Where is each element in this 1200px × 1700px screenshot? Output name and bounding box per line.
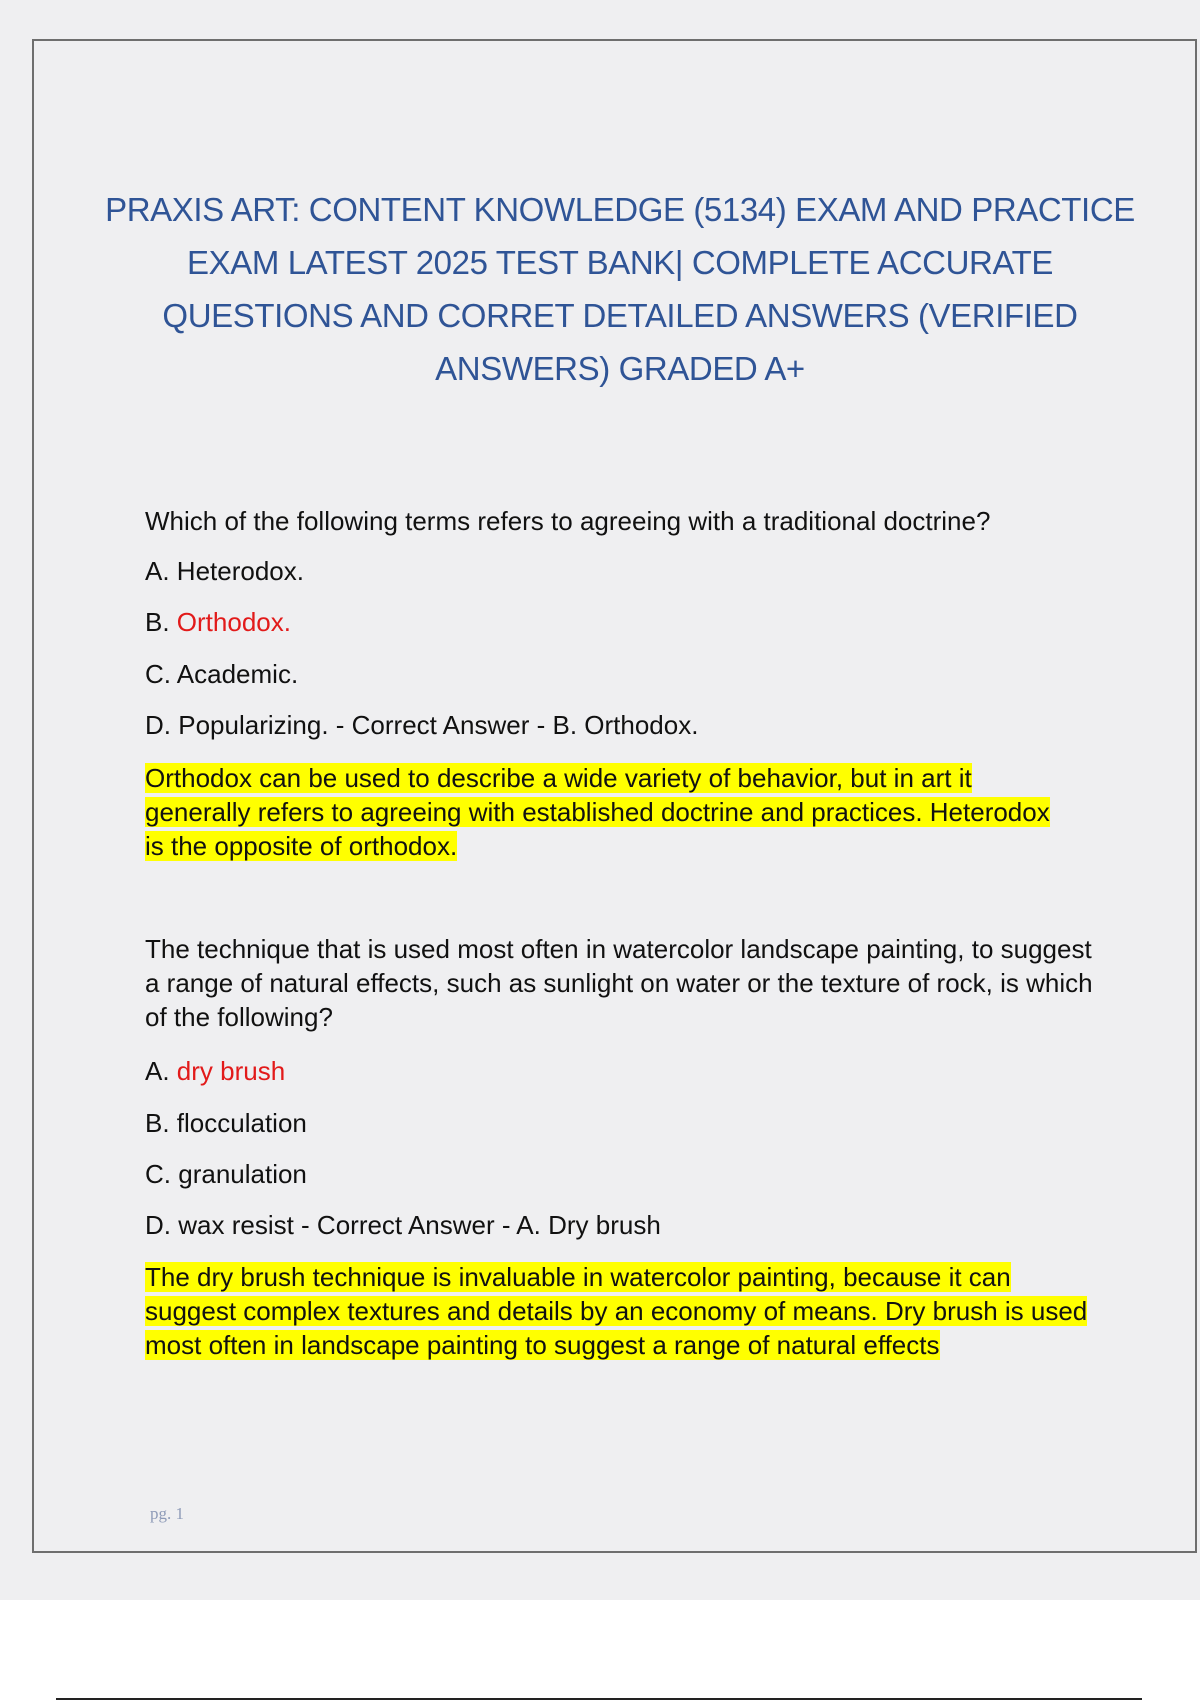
option-d [145,708,1095,742]
highlighted-explanation: The dry brush technique is invaluable in watercolor painting, because it can suggest complex textures and details by an economy of means. Dry brush is used most often in landscape painting to suggest a range of natural effects [145,1262,1088,1360]
option-letter: A. [145,556,177,586]
option-b-correct [145,605,1095,639]
option-b [145,1106,1095,1140]
option-letter: B. [145,607,177,637]
option-a [145,554,1095,588]
correct-option-text: Orthodox. [176,607,291,637]
option-text: wax resist - Correct Answer - A. Dry brush [178,1210,661,1240]
question-text: Which of the following terms refers to agreeing with a traditional doctrine? [145,506,991,536]
option-text: granulation [178,1159,307,1189]
explanation-2 [145,1260,1095,1362]
option-letter: B. [145,1108,177,1138]
option-a-correct [145,1054,1095,1088]
explanation-1 [145,761,1065,863]
document-title: PRAXIS ART: CONTENT KNOWLEDGE (5134) EXAM AND PRACTICE EXAM LATEST 2025 TEST BANK| COMPLETE ACCURATE QUESTIONS AND CORRET DETAILED ANSWERS (VERIFIED ANSWERS) GRADED A+ [105,191,1135,387]
option-letter: C. [145,659,177,689]
question-text: The technique that is used most often in watercolor landscape painting, to suggest a range of natural effects, such as sunlight on water or the texture of rock, is which of the following? [145,934,1093,1032]
option-letter: C. [145,1159,179,1189]
option-letter: D. [145,1210,179,1240]
option-d [145,1208,1095,1242]
option-c [145,657,1095,691]
option-text: Academic. [176,659,299,689]
option-text: flocculation [176,1108,307,1138]
option-letter: D. [145,710,179,740]
highlighted-explanation: Orthodox can be used to describe a wide variety of behavior, but in art it generally refers to agreeing with established doctrine and practices. Heterodox is the opposite of orthodox. [145,763,1050,861]
question-block-2 [145,932,1095,1034]
correct-option-text: dry brush [176,1056,286,1086]
question-block-1 [145,504,1095,538]
option-letter: A. [145,1056,177,1086]
option-text: Heterodox. [176,556,304,586]
page-number: pg. 1 [150,1504,184,1523]
option-text: Popularizing. - Correct Answer - B. Orthodox. [178,710,699,740]
option-c [145,1157,1095,1191]
